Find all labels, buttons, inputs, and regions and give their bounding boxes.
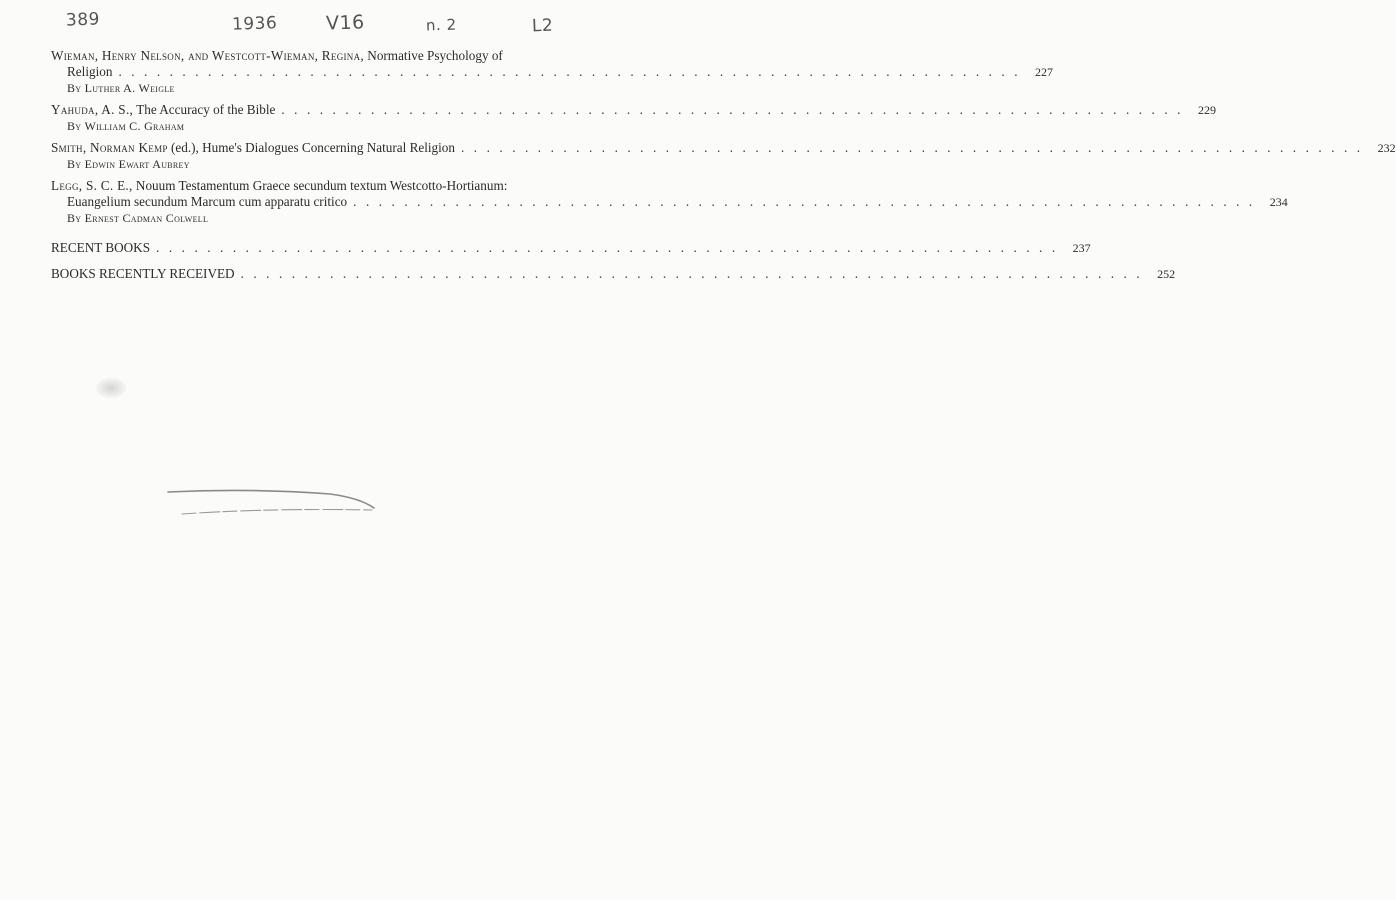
entry-reviewer: By Edwin Ewart Aubrey <box>67 157 190 171</box>
entry-title-text: Nouum Testamentum Graece secundum textum Westcotto-Hortianum: <box>135 178 508 193</box>
toc-entry <box>51 48 1054 96</box>
entry-title-text: Religion <box>67 64 113 79</box>
entry-title-continuation <box>51 64 1054 80</box>
leader-dots: ....................................................................... <box>461 140 1370 155</box>
entry-title <box>51 102 1216 118</box>
entry-author: Legg, S. C. E., <box>51 178 133 193</box>
entry-title <box>51 140 1396 156</box>
entry-title-text: The Accuracy of the Bible <box>136 102 276 117</box>
toc-entry <box>51 178 1288 226</box>
toc-entry <box>51 102 1216 134</box>
leader-dots: ....................................................................... <box>353 194 1262 209</box>
section-label: RECENT BOOKS <box>51 240 151 255</box>
entry-author: Yahuda, A. S., <box>51 102 134 117</box>
entry-author: Wieman, Henry Nelson, and Westcott-Wieman, Regina, <box>51 48 364 63</box>
leader-dots: ....................................................................... <box>156 240 1065 255</box>
leader-dots: ....................................................................... <box>281 102 1190 117</box>
entry-reviewer: By Ernest Cadman Colwell <box>67 211 209 225</box>
page-number: 252 <box>1157 267 1176 281</box>
pencil-stroke <box>160 484 390 524</box>
page-number: 229 <box>1197 103 1216 117</box>
entry-title-continuation <box>51 194 1288 210</box>
entry-author: Smith, Norman Kemp <box>51 140 168 155</box>
toc-section <box>51 266 1176 282</box>
page-number: 234 <box>1269 195 1288 209</box>
entry-title-text: (ed.), Hume's Dialogues Concerning Natural Religion <box>170 140 455 155</box>
leader-dots: ....................................................................... <box>118 64 1028 79</box>
section-label: BOOKS RECENTLY RECEIVED <box>51 266 235 281</box>
entry-title <box>51 178 575 194</box>
page-number: 227 <box>1035 65 1054 79</box>
entry-title-text: Normative Psychology of <box>367 48 503 63</box>
handwritten-note: 1936 <box>231 13 278 35</box>
handwritten-note: L2 <box>531 15 554 37</box>
entry-title <box>51 48 575 64</box>
table-of-contents <box>51 48 1396 282</box>
toc-entry <box>51 140 1396 172</box>
handwritten-note: V16 <box>325 11 366 35</box>
page-number: 237 <box>1072 241 1091 255</box>
entry-reviewer: By Luther A. Weigle <box>67 81 175 95</box>
toc-section <box>51 240 1091 256</box>
entry-reviewer: By William C. Graham <box>67 119 185 133</box>
smudge-mark <box>96 378 126 398</box>
entry-title-text: Euangelium secundum Marcum cum apparatu critico <box>67 194 348 209</box>
page-number: 232 <box>1377 141 1396 155</box>
handwritten-note: 389 <box>65 9 101 31</box>
handwritten-note: n. 2 <box>425 15 457 35</box>
leader-dots: ....................................................................... <box>240 266 1150 281</box>
